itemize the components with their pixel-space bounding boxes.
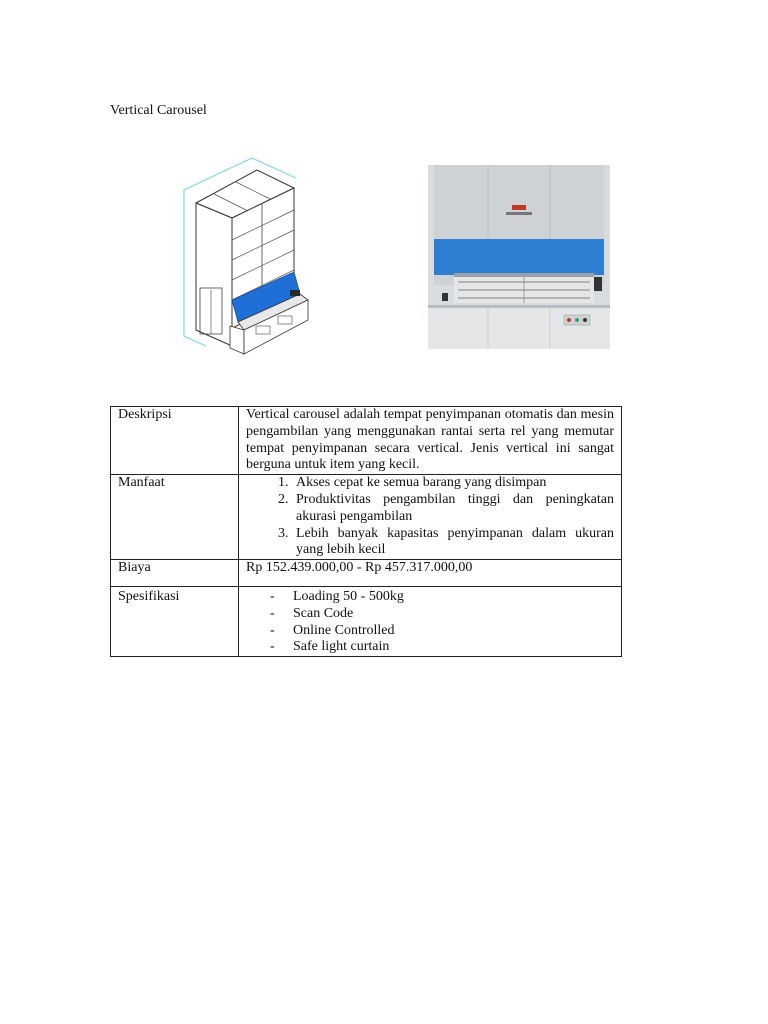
benefits-list xyxy=(246,475,614,559)
list-item xyxy=(246,623,614,640)
value-manfaat xyxy=(239,475,622,560)
row-manfaat xyxy=(111,475,622,560)
label-deskripsi: Deskripsi xyxy=(111,407,239,475)
row-spesifikasi xyxy=(111,586,622,656)
spec-text: Loading 50 - 500kg xyxy=(293,588,404,604)
bullet-dash: - xyxy=(270,588,275,604)
row-deskripsi xyxy=(111,407,622,475)
specs-list xyxy=(246,589,614,656)
spec-text: Safe light curtain xyxy=(293,639,390,655)
bullet-dash: - xyxy=(270,605,275,621)
list-item: 3. Lebih banyak kapasitas penyimpanan dalam ukuran yang lebih kecil xyxy=(292,526,614,560)
spec-text: Online Controlled xyxy=(293,622,395,638)
vertical-carousel-photo xyxy=(428,165,610,349)
bullet-dash: - xyxy=(270,639,275,655)
photo-svg xyxy=(428,165,610,349)
row-biaya xyxy=(111,560,622,587)
list-item xyxy=(246,639,614,656)
label-spesifikasi: Spesifikasi xyxy=(111,586,239,656)
label-biaya: Biaya xyxy=(111,560,239,587)
bullet-dash: - xyxy=(270,622,275,638)
label-manfaat: Manfaat xyxy=(111,475,239,560)
spec-text: Scan Code xyxy=(293,605,354,621)
value-biaya: Rp 152.439.000,00 - Rp 457.317.000,00 xyxy=(239,560,622,587)
list-item xyxy=(246,589,614,606)
value-deskripsi: Vertical carousel adalah tempat penyimpanan otomatis dan mesin pengambilan yang menggunakan rantai serta rel yang memutar tempat penyimpanan secara vertical. Jenis vertical ini sangat berguna untuk item yang kecil. xyxy=(239,407,622,475)
document-title: Vertical Carousel xyxy=(110,103,207,118)
list-item: 1. Akses cepat ke semua barang yang disimpan xyxy=(292,475,614,492)
spec-table xyxy=(110,406,622,657)
list-item: 2. Produktivitas pengambilan tinggi dan peningkatan akurasi pengambilan xyxy=(292,492,614,526)
vertical-carousel-line-drawing xyxy=(140,150,340,365)
list-item xyxy=(246,606,614,623)
value-spesifikasi xyxy=(239,586,622,656)
line-drawing-svg xyxy=(140,150,340,365)
